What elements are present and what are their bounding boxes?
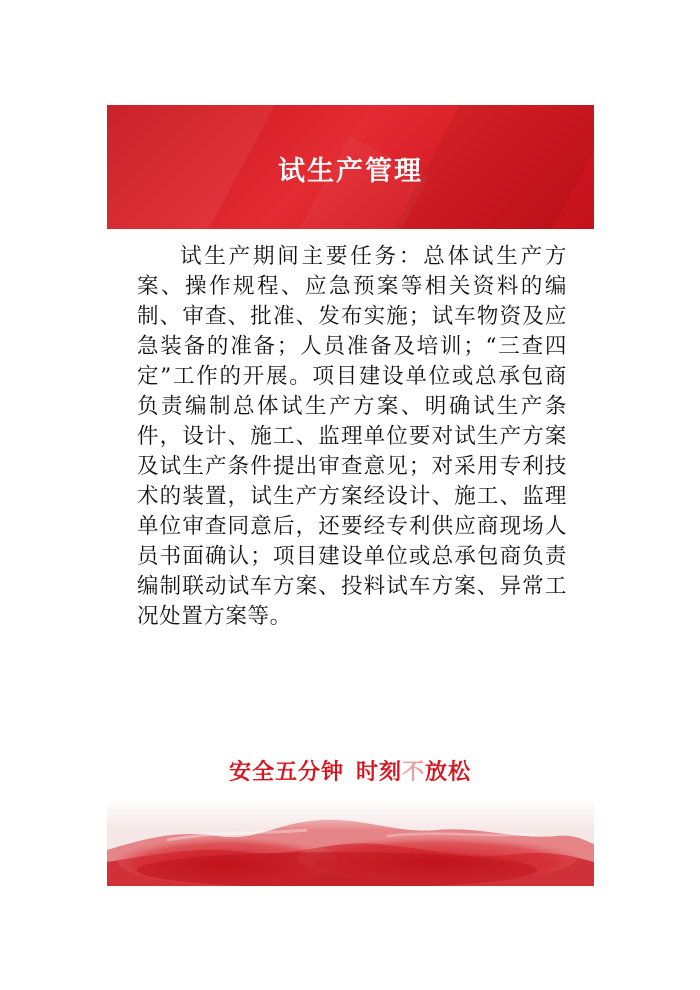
brush-stroke-graphic [107, 800, 594, 886]
slogan [0, 755, 700, 786]
footer-brush-decoration [107, 800, 594, 886]
header-banner [107, 105, 594, 229]
slogan-part-2: 时刻 [355, 760, 402, 785]
slogan-part-4: 放松 [425, 760, 472, 785]
slogan-part-3: 不 [402, 760, 426, 785]
body-paragraph: 试生产期间主要任务：总体试生产方案、操作规程、应急预案等相关资料的编制、审查、批准、发布实施；试车物资及应急装备的准备；人员准备及培训；“三查四定”工作的开展。项目建设单位或总承包商负责编制总体试生产方案、明确试生产条件，设计、施工、监理单位要对试生产方案及试生产条件提出审查意见；对采用专利技术的装置，试生产方案经设计、施工、监理单位审查同意后，还要经专利供应商现场人员书面确认；项目建设单位或总承包商负责编制联动试车方案、投料试车方案、异常工况处置方案等。 [137, 244, 567, 629]
slogan-part-1: 安全五分钟 [228, 760, 344, 785]
page-title: 试生产管理 [278, 156, 423, 187]
